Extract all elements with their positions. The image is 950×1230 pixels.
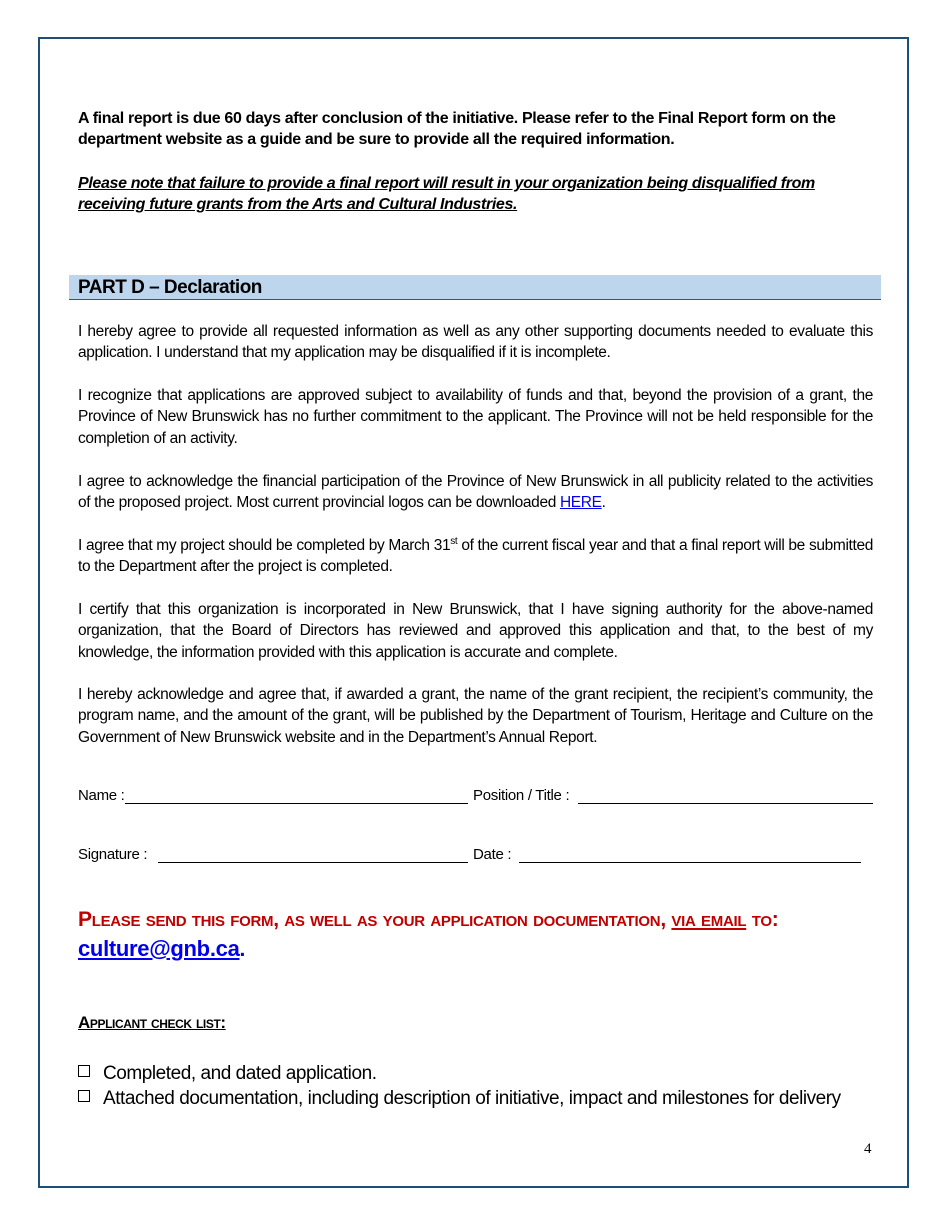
submission-instructions <box>78 905 873 964</box>
page-number: 4 <box>864 1141 872 1157</box>
email-link[interactable]: culture@gnb.ca <box>78 936 240 961</box>
send-instruction-text: Please send this form, as well as your application documentation, <box>78 908 666 931</box>
checkbox[interactable] <box>78 1065 90 1077</box>
checklist-title <box>78 1013 873 1033</box>
declaration-paragraph-2: I recognize that applications are approved subject to availability of funds and that, beyond the provision of a grant, the Province of New Brunswick has no further commitment to the applicant. The Province will not be held responsible for the completion of an activity. <box>78 387 873 447</box>
name-field[interactable] <box>125 803 468 804</box>
via-email-text: via email <box>671 908 747 931</box>
to-text: to: <box>751 908 779 931</box>
date-label: Date : <box>473 846 512 863</box>
section-header-bar <box>69 275 881 300</box>
checkbox[interactable] <box>78 1090 90 1102</box>
paragraph-3-period: . <box>601 494 606 512</box>
section-title: PART D – Declaration <box>78 277 262 298</box>
paragraph-4-text-end: of the current fiscal year and that a final report will be submitted to the Department after the project is completed. <box>78 537 873 576</box>
checklist-item <box>78 1088 841 1110</box>
logos-download-link[interactable]: HERE <box>559 494 602 512</box>
position-label: Position / Title : <box>473 787 570 804</box>
date-field[interactable] <box>519 862 861 863</box>
checklist-item-label: Attached documentation, including description of initiative, impact and milestones for delivery <box>103 1088 841 1109</box>
position-field[interactable] <box>578 803 873 804</box>
signature-field[interactable] <box>158 862 468 863</box>
checklist-title-colon: : <box>220 1013 226 1032</box>
declaration-paragraph-3 <box>78 471 873 514</box>
declaration-paragraph-5: I certify that this organization is incorporated in New Brunswick, that I have signing authority for the above-named organization, that the Board of Directors has reviewed and approved this application and that, to the best of my knowledge, the information provided with this application is accurate and complete. <box>78 601 873 661</box>
declaration-paragraph-6: I hereby acknowledge and agree that, if awarded a grant, the name of the grant recipient, the recipient’s community, the program name, and the amount of the grant, will be published by the Department of Tourism, Heritage and Culture on the Government of New Brunswick website and in the Department’s Annual Report. <box>78 686 873 746</box>
ordinal-suffix: st <box>450 535 458 547</box>
declaration-paragraph-1: I hereby agree to provide all requested information as well as any other supporting documents needed to evaluate this application. I understand that my application may be disqualified if it is incomplete. <box>78 323 873 362</box>
signature-label: Signature : <box>78 846 148 863</box>
paragraph-3-text: I agree to acknowledge the financial participation of the Province of New Brunswick in all publicity related to the activities of the proposed project. Most current provincial logos can be downloaded <box>78 473 873 512</box>
final-report-notice: A final report is due 60 days after conclusion of the initiative. Please refer to the Final Report form on the department website as a guide and be sure to provide all the required information. <box>78 110 836 148</box>
checklist-item <box>78 1063 377 1085</box>
disqualification-warning: Please note that failure to provide a final report will result in your organization being disqualified from receiving future grants from the Arts and Cultural Industries. <box>78 175 815 213</box>
email-period: . <box>239 938 246 961</box>
checklist-item-label: Completed, and dated application. <box>103 1063 377 1084</box>
declaration-paragraph-4 <box>78 535 873 578</box>
paragraph-4-text: I agree that my project should be completed by March 31 <box>78 537 451 554</box>
name-label: Name : <box>78 787 125 804</box>
checklist-title-text: Applicant check list <box>78 1013 221 1032</box>
